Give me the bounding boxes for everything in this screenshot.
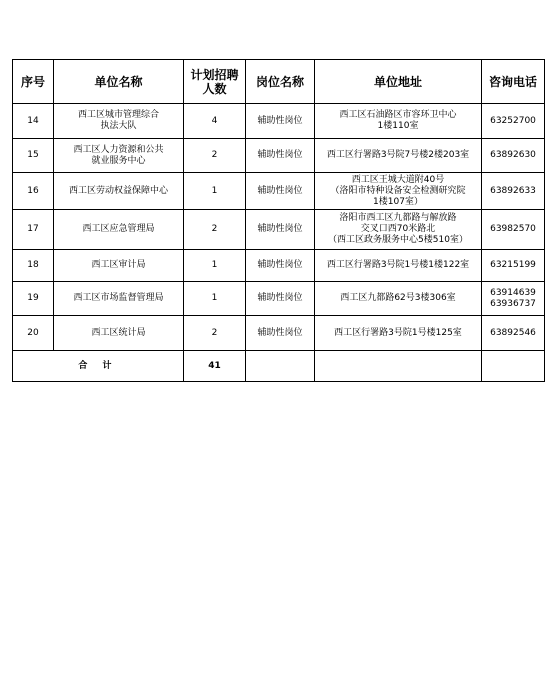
cell-unit-name: 西工区城市管理综合 执法大队	[54, 104, 184, 139]
table-row	[13, 210, 545, 250]
table-row	[13, 173, 545, 210]
cell-phone: 63252700	[482, 104, 545, 139]
cell-planned-count: 1	[184, 173, 246, 210]
table-row	[13, 282, 545, 316]
cell-planned-count: 2	[184, 316, 246, 351]
cell-unit-address: 洛阳市西工区九都路与解放路 交叉口西70米路北 （西工区政务服务中心5楼510室）	[315, 210, 482, 250]
cell-seq: 18	[13, 250, 54, 282]
cell-position-name: 辅助性岗位	[246, 210, 315, 250]
cell-position-name: 辅助性岗位	[246, 104, 315, 139]
cell-seq: 20	[13, 316, 54, 351]
cell-planned-count: 1	[184, 282, 246, 316]
table-header-row	[13, 60, 545, 104]
total-row	[13, 351, 545, 382]
cell-unit-name: 西工区人力资源和公共 就业服务中心	[54, 139, 184, 173]
cell-planned-count: 2	[184, 210, 246, 250]
table-row	[13, 104, 545, 139]
cell-position-name: 辅助性岗位	[246, 173, 315, 210]
header-planned-count: 计划招聘 人数	[184, 60, 246, 104]
cell-unit-address: 西工区九都路62号3楼306室	[315, 282, 482, 316]
cell-seq: 15	[13, 139, 54, 173]
cell-position-name: 辅助性岗位	[246, 282, 315, 316]
cell-unit-name: 西工区统计局	[54, 316, 184, 351]
cell-phone: 63215199	[482, 250, 545, 282]
recruitment-table	[12, 59, 545, 382]
header-position-name: 岗位名称	[246, 60, 315, 104]
cell-unit-address: 西工区行署路3号院1号楼125室	[315, 316, 482, 351]
cell-seq: 16	[13, 173, 54, 210]
header-unit-name: 单位名称	[54, 60, 184, 104]
cell-position-name: 辅助性岗位	[246, 139, 315, 173]
cell-planned-count: 4	[184, 104, 246, 139]
total-empty-cell	[482, 351, 545, 382]
cell-seq: 19	[13, 282, 54, 316]
header-seq: 序号	[13, 60, 54, 104]
cell-unit-name: 西工区市场监督管理局	[54, 282, 184, 316]
total-value: 41	[184, 351, 246, 382]
table-row	[13, 139, 545, 173]
cell-phone: 63982570	[482, 210, 545, 250]
cell-seq: 17	[13, 210, 54, 250]
cell-unit-name: 西工区劳动权益保障中心	[54, 173, 184, 210]
cell-unit-address: 西工区行署路3号院7号楼2楼203室	[315, 139, 482, 173]
cell-unit-name: 西工区审计局	[54, 250, 184, 282]
total-empty-cell	[246, 351, 315, 382]
cell-unit-address: 西工区王城大道附40号 （洛阳市特种设备安全检测研究院 1楼107室）	[315, 173, 482, 210]
cell-position-name: 辅助性岗位	[246, 316, 315, 351]
cell-position-name: 辅助性岗位	[246, 250, 315, 282]
cell-phone: 63914639 63936737	[482, 282, 545, 316]
table-row	[13, 316, 545, 351]
total-label: 合 计	[13, 351, 184, 382]
header-phone: 咨询电话	[482, 60, 545, 104]
total-empty-cell	[315, 351, 482, 382]
cell-unit-name: 西工区应急管理局	[54, 210, 184, 250]
cell-planned-count: 2	[184, 139, 246, 173]
cell-phone: 63892633	[482, 173, 545, 210]
header-unit-address: 单位地址	[315, 60, 482, 104]
cell-unit-address: 西工区石油路区市容环卫中心 1楼110室	[315, 104, 482, 139]
cell-seq: 14	[13, 104, 54, 139]
cell-phone: 63892630	[482, 139, 545, 173]
cell-planned-count: 1	[184, 250, 246, 282]
cell-phone: 63892546	[482, 316, 545, 351]
table-row	[13, 250, 545, 282]
cell-unit-address: 西工区行署路3号院1号楼1楼122室	[315, 250, 482, 282]
